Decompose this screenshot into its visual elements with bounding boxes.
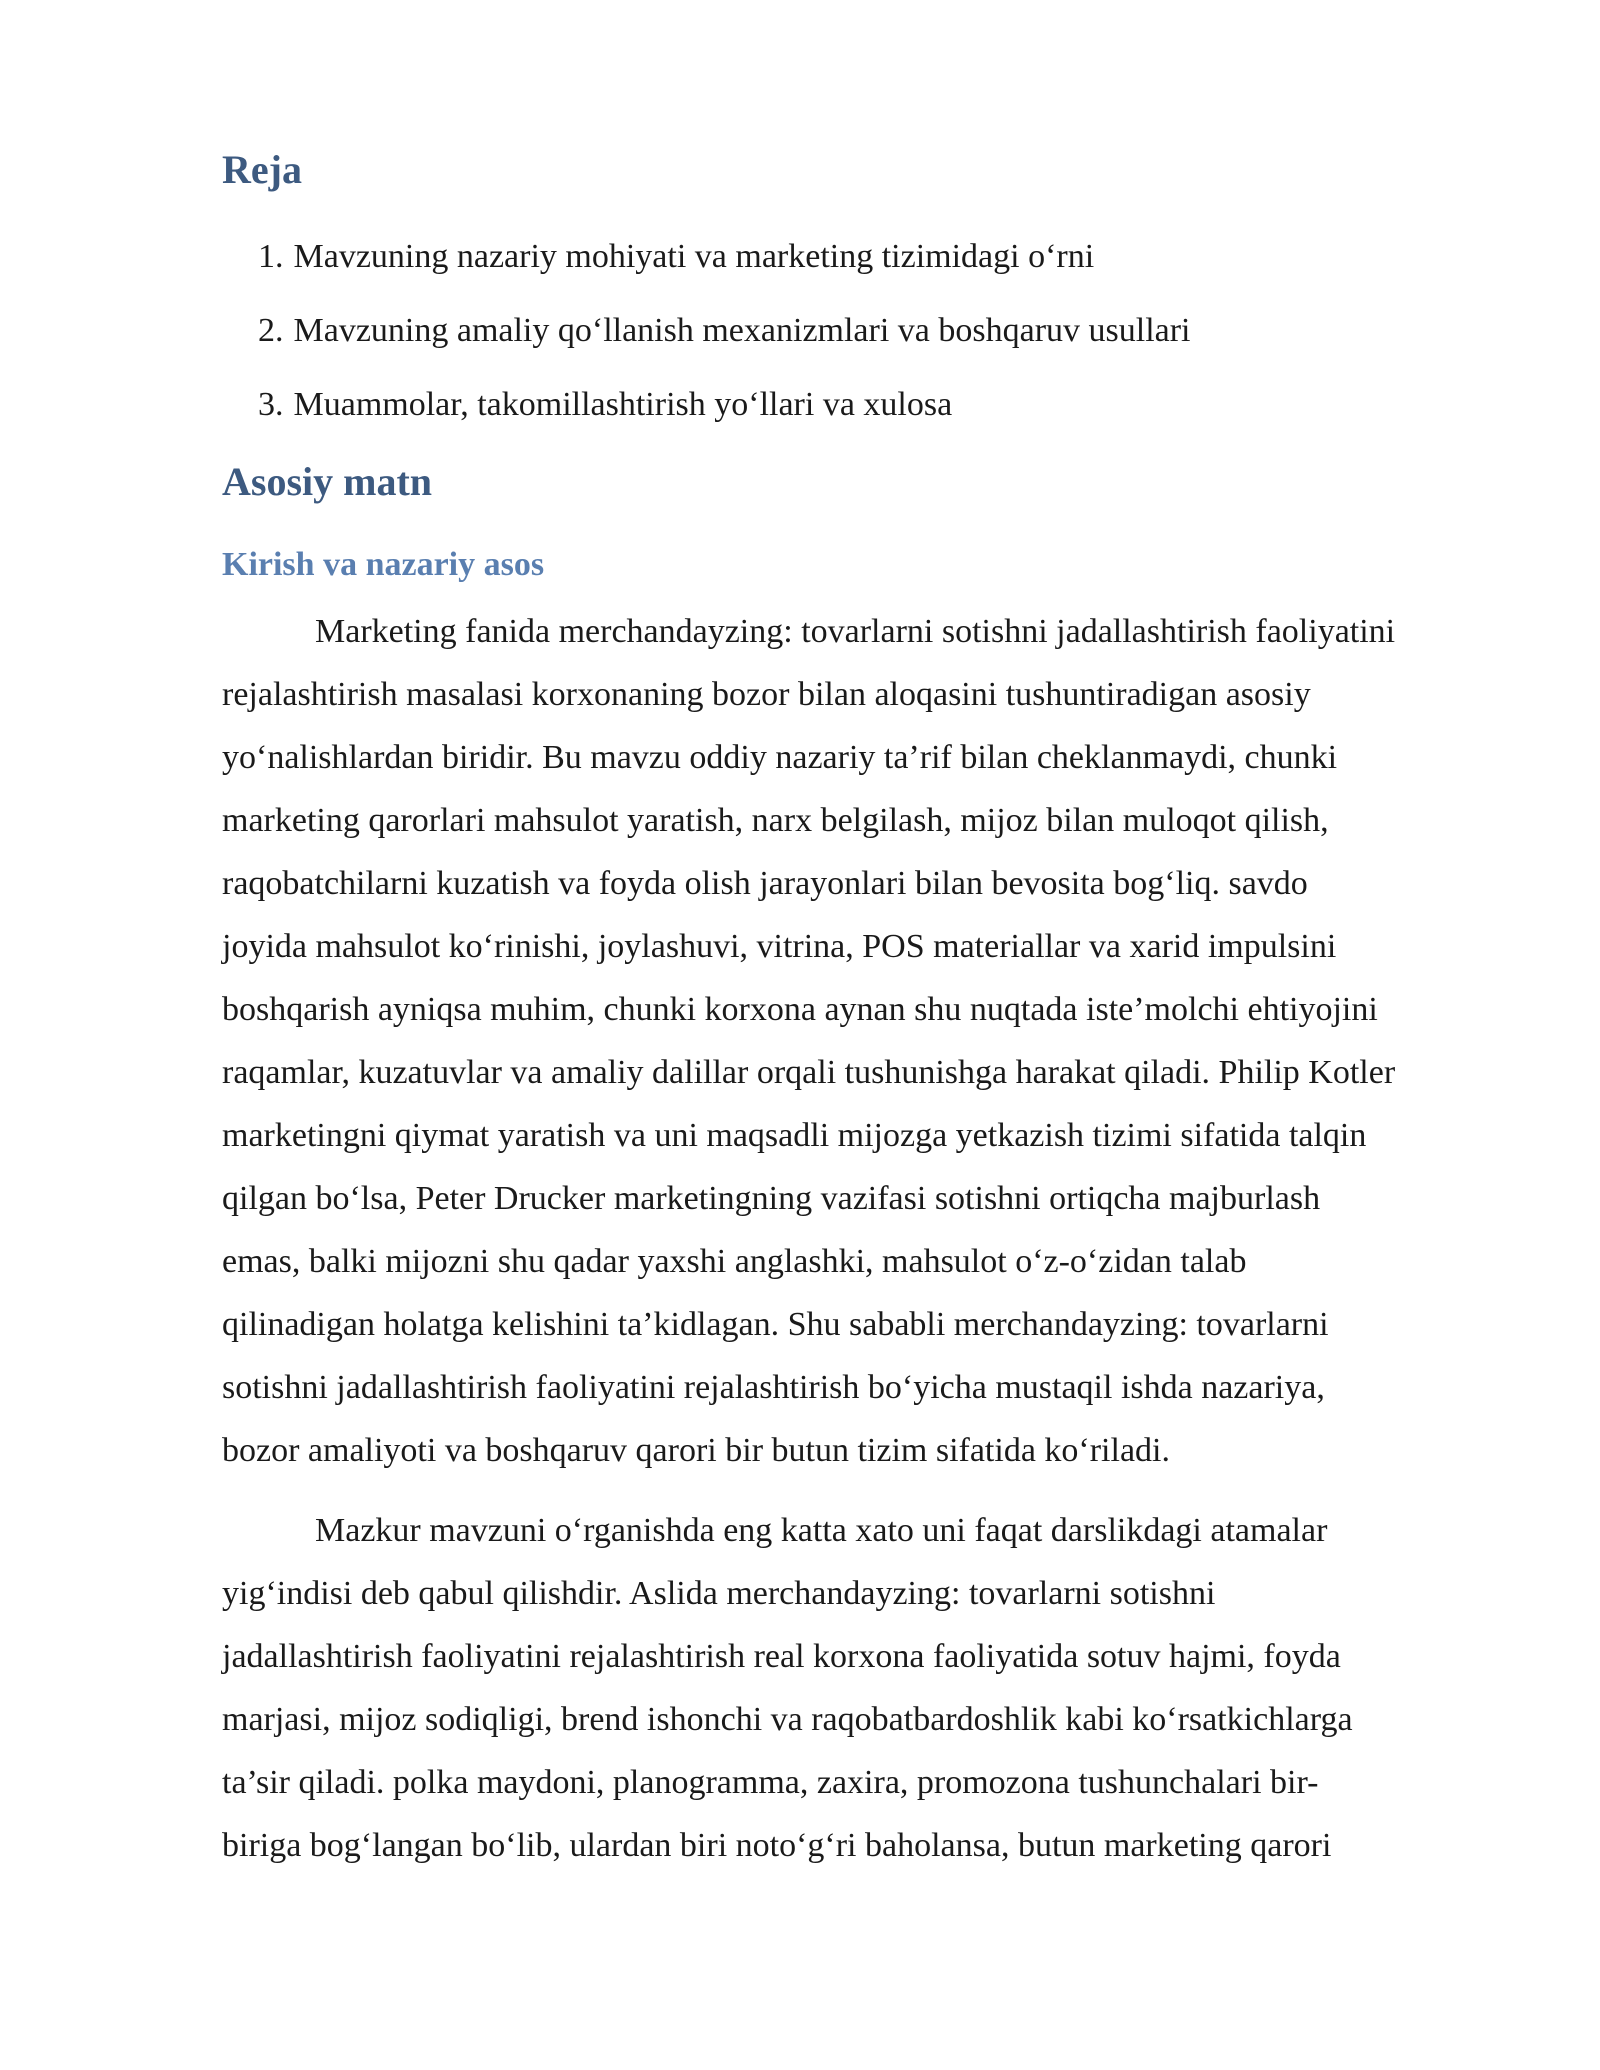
paragraph xyxy=(222,600,1395,1482)
paragraph-line: marketing qarorlari mahsulot yaratish, narx belgilash, mijoz bilan muloqot qilish, xyxy=(222,802,1329,839)
paragraph-line: bozor amaliyoti va boshqaruv qarori bir butun tizim sifatida ko‘riladi. xyxy=(222,1432,1170,1469)
plan-item-number: 2. xyxy=(258,312,284,349)
plan-item xyxy=(222,220,1191,294)
plan-heading: Reja xyxy=(222,147,302,192)
paragraph-line: rejalashtirish masalasi korxonaning bozor bilan aloqasini tushuntiradigan asosiy xyxy=(222,676,1311,713)
paragraph-line: qilgan bo‘lsa, Peter Drucker marketingning vazifasi sotishni ortiqcha majburlash xyxy=(222,1180,1321,1217)
paragraph-line: marketingni qiymat yaratish va uni maqsadli mijozga yetkazish tizimi sifatida talqin xyxy=(222,1117,1367,1154)
paragraph-line: Marketing fanida merchandayzing: tovarlarni sotishni jadallashtirish faoliyatini xyxy=(315,613,1396,650)
section-subheading: Kirish va nazariy asos xyxy=(222,546,545,583)
paragraph-line: yig‘indisi deb qabul qilishdir. Aslida merchandayzing: tovarlarni sotishni xyxy=(222,1575,1216,1612)
paragraph-line: marjasi, mijoz sodiqligi, brend ishonchi va raqobatbardoshlik kabi ko‘rsatkichlarga xyxy=(222,1701,1353,1738)
plan-item xyxy=(222,368,1191,442)
paragraph-line: raqobatchilarni kuzatish va foyda olish jarayonlari bilan bevosita bog‘liq. savdo xyxy=(222,865,1308,902)
paragraph-line: ta’sir qiladi. polka maydoni, planogramma, zaxira, promozona tushunchalari bir- xyxy=(222,1764,1319,1801)
paragraph-line: qilinadigan holatga kelishini ta’kidlagan. Shu sababli merchandayzing: tovarlarni xyxy=(222,1306,1329,1343)
plan-item-text: Mavzuning nazariy mohiyati va marketing tizimidagi o‘rni xyxy=(293,238,1095,275)
paragraph-line: boshqarish ayniqsa muhim, chunki korxona aynan shu nuqtada iste’molchi ehtiyojini xyxy=(222,991,1378,1028)
paragraph-line: yo‘nalishlardan biridir. Bu mavzu oddiy nazariy ta’rif bilan cheklanmaydi, chunki xyxy=(222,739,1338,776)
plan-item-number: 3. xyxy=(258,386,284,423)
paragraph-line: biriga bog‘langan bo‘lib, ulardan biri noto‘g‘ri baholansa, butun marketing qarori xyxy=(222,1827,1332,1864)
paragraph-line: emas, balki mijozni shu qadar yaxshi anglashki, mahsulot o‘z-o‘zidan talab xyxy=(222,1243,1247,1280)
paragraph-line: raqamlar, kuzatuvlar va amaliy dalillar orqali tushunishga harakat qiladi. Philip Kotler xyxy=(222,1054,1396,1091)
plan-item-text: Muammolar, takomillashtirish yo‘llari va xulosa xyxy=(293,386,953,423)
paragraph-line: jadallashtirish faoliyatini rejalashtirish real korxona faoliyatida sotuv hajmi, foyda xyxy=(222,1638,1341,1675)
plan-item xyxy=(222,294,1191,368)
paragraph xyxy=(222,1499,1353,1877)
paragraph-line: sotishni jadallashtirish faoliyatini rejalashtirish bo‘yicha mustaqil ishda nazariya, xyxy=(222,1369,1325,1406)
main-heading: Asosiy matn xyxy=(222,459,433,504)
plan-item-text: Mavzuning amaliy qo‘llanish mexanizmlari va boshqaruv usullari xyxy=(293,312,1191,349)
plan-list xyxy=(222,220,1191,442)
paragraph-line: Mazkur mavzuni o‘rganishda eng katta xato uni faqat darslikdagi atamalar xyxy=(315,1512,1328,1549)
plan-item-number: 1. xyxy=(258,238,284,275)
paragraph-line: joyida mahsulot ko‘rinishi, joylashuvi, vitrina, POS materiallar va xarid impulsini xyxy=(222,928,1337,965)
